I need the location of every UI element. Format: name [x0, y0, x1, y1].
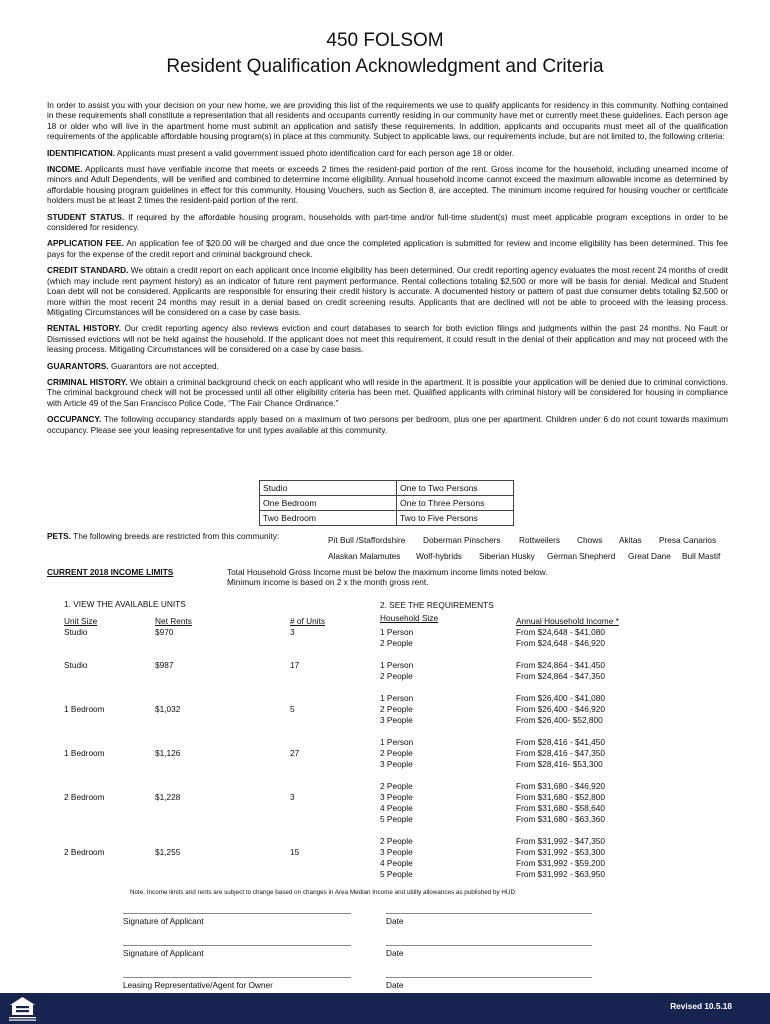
household-size: 1 Person: [380, 627, 414, 637]
income-range: From $26,400 - $41,080: [516, 693, 606, 703]
section-text: The following occupancy standards apply based on a maximum of two persons per bedroom, plus one per apartment. Children under 6 do not count towards maximum occupancy. Please see your leasing representative for unit types available at this community.: [47, 414, 728, 435]
date-label: Date: [386, 980, 404, 990]
restricted-breed: Wolf-hybrids: [416, 551, 462, 561]
column-header-unit-size: Unit Size: [64, 616, 98, 626]
date-line[interactable]: [386, 945, 592, 946]
income-range: From $26,400- $52,800: [516, 715, 603, 725]
income-range: From $31,680 - $52,800: [516, 792, 606, 802]
section-text: An application fee of $20.00 will be charged and due once the completed application is submitted for review and income eligibility has been determined. This fee pays for the expense of the credit report and criminal background check.: [47, 238, 728, 259]
section-text: Guarantors are not accepted.: [110, 360, 219, 371]
household-size: 4 People: [380, 803, 413, 813]
occupancy-unit: One Bedroom: [260, 496, 397, 511]
net-rent: $1,126: [155, 748, 181, 758]
occupancy-persons: One to Three Persons: [397, 496, 514, 511]
household-size: 3 People: [380, 715, 413, 725]
section-text: The following breeds are restricted from this community:: [73, 531, 280, 541]
section-guarantors: [47, 361, 728, 371]
criteria-body: [47, 100, 728, 441]
restricted-breed: German Shepherd: [547, 551, 616, 561]
pets-section: [47, 531, 279, 541]
household-size: 1 Person: [380, 660, 414, 670]
column-header-units: # of Units: [290, 616, 326, 626]
household-size: 2 People: [380, 638, 413, 648]
household-size: 2 People: [380, 671, 413, 681]
section-student-status: [47, 212, 728, 233]
income-range: From $31,992 - $59,200: [516, 858, 606, 868]
section-credit-standard: [47, 265, 728, 317]
section-label: PETS.: [47, 531, 71, 541]
agent-signature-label: Leasing Representative/Agent for Owner: [123, 980, 273, 990]
restricted-breed: Pit Bull /Staffordshire: [328, 535, 406, 545]
signature-line[interactable]: [123, 945, 351, 946]
restricted-breed: Doberman Pinschers: [423, 535, 501, 545]
income-range: From $31,680 - $58,640: [516, 803, 606, 813]
section-label: IDENTIFICATION.: [47, 147, 116, 158]
requirements-heading: 2. SEE THE REQUIREMENTS: [380, 600, 494, 610]
section-text: Applicants must present a valid government issued photo identification card for each person age 18 or older.: [116, 147, 515, 158]
household-size: 2 People: [380, 836, 413, 846]
document-subtitle: Resident Qualification Acknowledgment and Criteria: [166, 56, 604, 77]
section-label: CREDIT STANDARD.: [47, 265, 129, 276]
unit-count: 27: [290, 748, 300, 758]
table-row: [260, 496, 514, 511]
income-range: From $24,648 - $46,920: [516, 638, 606, 648]
section-identification: [47, 148, 728, 158]
income-range: From $31,680 - $63,360: [516, 814, 606, 824]
household-size: 3 People: [380, 847, 413, 857]
document-title: 450 FOLSOM: [326, 30, 444, 51]
section-label: APPLICATION FEE.: [47, 238, 124, 249]
income-range: From $24,864 - $41,450: [516, 660, 606, 670]
signature-label: Signature of Applicant: [123, 948, 204, 958]
table-row: [260, 511, 514, 526]
restricted-breed: Chows: [577, 535, 603, 545]
household-size: 3 People: [380, 792, 413, 802]
restricted-breed: Bull Mastif: [682, 551, 721, 561]
section-text: If required by the affordable housing program, households with part-time and/or full-time student(s) must meet applicable program exceptions in order to be considered for residency.: [47, 211, 729, 233]
unit-count: 3: [290, 627, 295, 637]
household-size: 2 People: [380, 704, 413, 714]
equal-housing-opportunity-icon: [6, 995, 39, 1022]
household-size: 1 Person: [380, 737, 414, 747]
section-income: [47, 164, 728, 206]
unit-size: 2 Bedroom: [64, 847, 105, 857]
section-label: CRIMINAL HISTORY.: [47, 376, 128, 387]
section-rental-history: [47, 323, 728, 354]
income-range: From $31,680 - $46,920: [516, 781, 606, 791]
footnote: Note: Income limits and rents are subject to change based on changes in Area Median Income and utility allowances as published by HUD: [130, 889, 516, 896]
column-header-annual-income: Annual Household Income *: [516, 616, 619, 626]
signature-line[interactable]: [123, 977, 351, 978]
unit-count: 5: [290, 704, 295, 714]
unit-size: Studio: [64, 627, 88, 637]
income-limits-text: Minimum income is based on 2 x the month gross rent.: [227, 577, 429, 587]
income-range: From $31,992 - $53,300: [516, 847, 606, 857]
unit-count: 3: [290, 792, 295, 802]
restricted-breed: Siberian Husky: [479, 551, 535, 561]
column-header-net-rents: Net Rents: [155, 616, 192, 626]
unit-size: Studio: [64, 660, 88, 670]
household-size: 3 People: [380, 759, 413, 769]
occupancy-unit: Two Bedroom: [260, 511, 397, 526]
unit-size: 2 Bedroom: [64, 792, 105, 802]
income-limits-text: Total Household Gross Income must be below the maximum income limits noted below.: [227, 567, 548, 577]
section-text: Our credit reporting agency also reviews eviction and court databases to search for both eviction filings and judgments within the past 24 months. No Fault or Dismissed evictions will not be held against the household. If the applicant does not meet this requirement, it could result in the denial of their application and may not proceed with the leasing process. Mitigating Circumstances will be considered on a case by case basis.: [47, 323, 728, 355]
income-limits-label: CURRENT 2018 INCOME LIMITS: [47, 567, 174, 577]
section-text: Applicants must have verifiable income that meets or exceeds 2 times the resident-paid portion of the rent. Gross income for the household, including unearned income of minors and Adult Dependents, will be verified and combined to determine income eligibility. Annual household income cannot exceed the maximum allowable income as determined by affordable housing program guidelines in effect for this community. Housing Vouchers, such as Section 8, are accepted. The minimum income required for housing voucher or certificate holders must be at least 2 times the resident-paid portion of the rent.: [47, 164, 728, 206]
date-label: Date: [386, 916, 404, 926]
net-rent: $1,032: [155, 704, 181, 714]
net-rent: $1,255: [155, 847, 181, 857]
date-line[interactable]: [386, 913, 592, 914]
income-range: From $24,864 - $47,350: [516, 671, 606, 681]
revision-date: Revised 10.5.18: [670, 1001, 732, 1011]
occupancy-table: [259, 480, 514, 526]
unit-size: 1 Bedroom: [64, 704, 105, 714]
occupancy-unit: Studio: [260, 481, 397, 496]
section-label: OCCUPANCY.: [47, 414, 102, 425]
income-range: From $31,992 - $47,350: [516, 836, 606, 846]
income-range: From $28,416- $53,300: [516, 759, 603, 769]
table-row: [260, 481, 514, 496]
section-label: RENTAL HISTORY.: [47, 323, 122, 334]
restricted-breed: Great Dane: [628, 551, 671, 561]
column-header-household-size: Household Size: [380, 613, 439, 623]
household-size: 2 People: [380, 748, 413, 758]
income-range: From $28,416 - $47,350: [516, 748, 606, 758]
household-size: 5 People: [380, 869, 413, 879]
income-range: From $24,648 - $41,080: [516, 627, 606, 637]
net-rent: $1,228: [155, 792, 181, 802]
restricted-breed: Presa Canarios: [659, 535, 717, 545]
intro-paragraph: In order to assist you with your decision on your new home, we are providing this list of the requirements we use to qualify applicants for residency in this community. Nothing contained in these requirements shall constitute a representation that all residents and occupants currently residing in our community have met or currently meet these guidelines. Each person age 18 or older who will live in the apartment home must submit an application and satisfy these requirements. In addition, applicants and occupants must meet all of the qualification requirements of the applicable affordable housing program(s) in place at this community. Subject to applicable laws, our requirements include, but are not limited to, the following criteria:: [47, 100, 728, 142]
unit-count: 17: [290, 660, 300, 670]
restricted-breed: Alaskan Malamutes: [328, 551, 401, 561]
section-application-fee: [47, 238, 728, 259]
household-size: 1 Person: [380, 693, 414, 703]
unit-size: 1 Bedroom: [64, 748, 105, 758]
section-text: We obtain a credit report on each applicant once income eligibility has been determined. Our credit reporting agency evaluates the most recent 24 months of credit (which may include rent payment history) as an indicator of future rent payment performance. Rental collections totaling $2,500 or more will be basis for denial. Medical and Student Loan debt will not be considered. Applicants are responsible for ensuring their credit history is accurate. A documented history or pattern of past due consumer debts totaling $2,500 or more within the most recent 24 months may result in a denial based on credit screening results. Applicants that are declined will not be able to proceed with the leasing process. Mitigating Circumstances will be considered on a case by case basis.: [47, 265, 728, 317]
signature-label: Signature of Applicant: [123, 916, 204, 926]
household-size: 2 People: [380, 781, 413, 791]
section-criminal-history: [47, 377, 728, 408]
section-label: GUARANTORS.: [47, 360, 109, 371]
net-rent: $970: [155, 627, 174, 637]
household-size: 5 People: [380, 814, 413, 824]
income-range: From $31,992 - $63,950: [516, 869, 606, 879]
restricted-breed: Akitas: [619, 535, 642, 545]
income-range: From $28,416 - $41,450: [516, 737, 606, 747]
restricted-breed: Rottweilers: [519, 535, 561, 545]
date-line[interactable]: [386, 977, 592, 978]
date-label: Date: [386, 948, 404, 958]
footer-bar: [0, 993, 770, 1024]
occupancy-persons: One to Two Persons: [397, 481, 514, 496]
occupancy-persons: Two to Five Persons: [397, 511, 514, 526]
section-label: INCOME.: [47, 164, 83, 175]
net-rent: $987: [155, 660, 174, 670]
unit-count: 15: [290, 847, 300, 857]
section-text: We obtain a criminal background check on each applicant who will reside in the apartment. It is possible your application will be denied due to criminal convictions. The criminal background check will not be processed until all other eligibility criteria has been met. Qualified applicants with criminal history will be considered for housing in compliance with Article 49 of the San Francisco Police Code, “The Fair Chance Ordinance.”: [47, 376, 728, 408]
household-size: 4 People: [380, 858, 413, 868]
section-occupancy: [47, 414, 728, 435]
section-label: STUDENT STATUS.: [47, 211, 125, 222]
units-heading: 1. VIEW THE AVAILABLE UNITS: [64, 599, 186, 609]
signature-line[interactable]: [123, 913, 351, 914]
income-range: From $26,400 - $46,920: [516, 704, 606, 714]
